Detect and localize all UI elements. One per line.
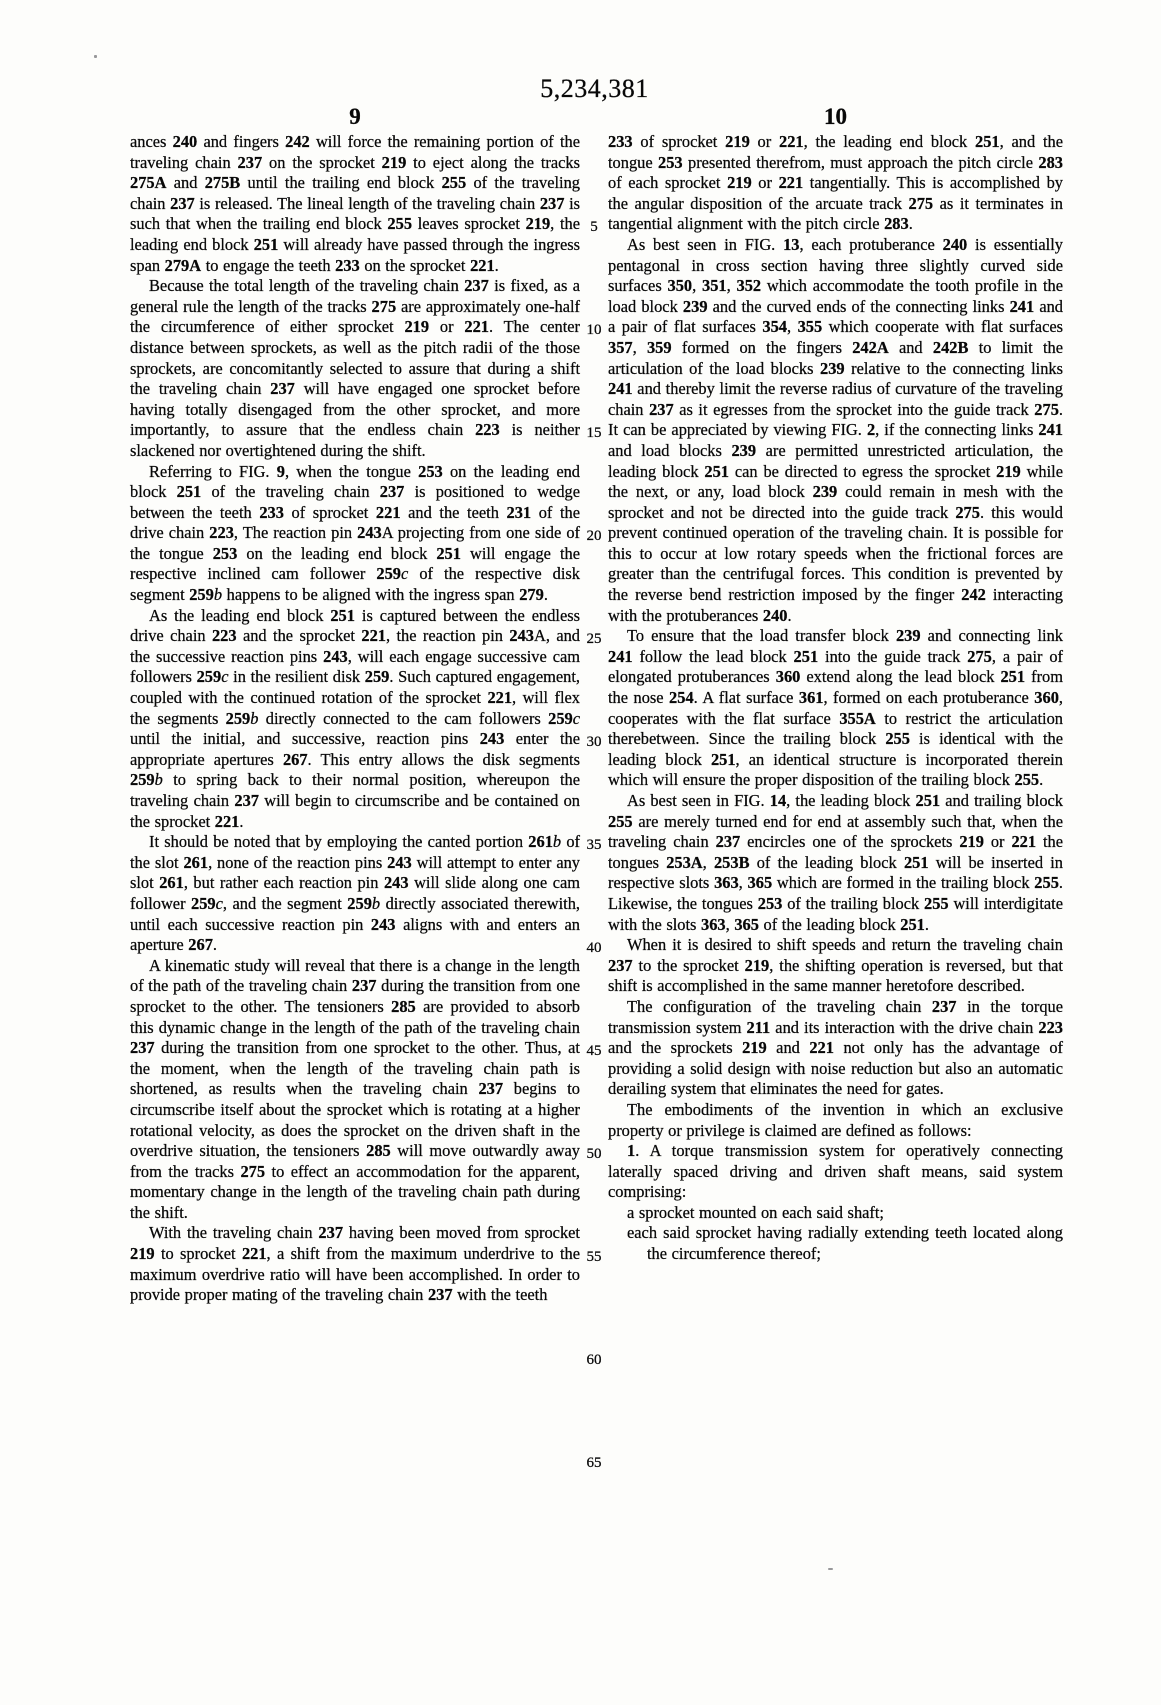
paragraph: each said sprocket having radially extending teeth located along the circumference thereof; <box>627 1223 1063 1264</box>
column-number-right: 10 <box>824 104 847 129</box>
line-number-marker: 40 <box>586 940 602 956</box>
line-number-marker: 30 <box>586 734 602 750</box>
line-number-marker: 5 <box>590 219 598 235</box>
paragraph: With the traveling chain 237 having been moved from sprocket 219 to sprocket 221, a shift from the maximum underdrive to the maximum overdrive ratio will have been accomplished. In order to provide proper mating of the traveling chain 237 with the teeth <box>130 1223 580 1305</box>
column-number-left: 9 <box>349 104 361 129</box>
line-number-marker: 45 <box>586 1043 602 1059</box>
paragraph: a sprocket mounted on each said shaft; <box>627 1202 884 1222</box>
paragraph: 1. A torque transmission system for operatively connecting laterally spaced driving and driven shaft means, said system comprising: <box>608 1141 1063 1202</box>
patent-number: 5,234,381 <box>540 74 649 103</box>
paragraph: It should be noted that by employing the canted portion 261b of the slot 261, none of the reaction pins 243 will attempt to enter any slot 261, but rather each reaction pin 243 will slide along one cam follower 259c, and the segment 259b directly associated therewith, until each successive reaction pin 243 aligns with and enters an aperture 267. <box>130 832 581 955</box>
line-number-marker: 20 <box>586 528 602 544</box>
paragraph: As best seen in FIG. 13, each protuberance 240 is essentially pentagonal in cross section having three slightly curved side surfaces 350, 351, 352 which accommodate the tooth profile in the load block 239 and the curved ends of the connecting links 241 and a pair of flat surfaces 354, 355 which cooperate with flat surfaces 357, 359 formed on the fingers 242A and 242B to limit the articulation of the load blocks 239 relative to the connecting links 241 and thereby limit the reverse radius of curvature of the traveling chain 237 as it egresses from the sprocket into the guide track 275. It can be appreciated by viewing FIG. 2, if the connecting links 241 and load blocks 239 are permitted unrestricted articulation, the leading block 251 can be directed to egress the sprocket 219 while the next, or any, load block 239 could remain in mesh with the sprocket and not be directed into the guide track 275. this would prevent continued operation of the traveling chain. It is possible for this to occur at low rotary speeds when the frictional forces are greater than the centrifugal forces. This condition is prevented by the reverse bend restriction imposed by the finger 242 interacting with the protuberances 240. <box>608 234 1064 625</box>
line-number-marker: 65 <box>586 1455 602 1471</box>
scan-speck <box>94 55 97 58</box>
paragraph: Referring to FIG. 9, when the tongue 253 on the leading end block 251 of the traveling chain 237 is positioned to wedge between the teeth 233 of sprocket 221 and the teeth 231 of the drive chain 223, The reaction pin 243A projecting from one side of the tongue 253 on the leading end block 251 will engage the respective inclined cam follower 259c of the respective disk segment 259b happens to be aligned with the ingress span 279. <box>130 461 581 605</box>
paragraph: The configuration of the traveling chain 237 in the torque transmission system 211 and its interaction with the drive chain 223 and the sprockets 219 and 221 not only has the advantage of providing a solid design with noise reduction but also an automatic derailing system that eliminates the need for gates. <box>608 996 1063 1099</box>
line-number-gutter <box>580 132 608 1471</box>
paragraph: As the leading end block 251 is captured between the endless drive chain 223 and the sprocket 221, the reaction pin 243A, and the successive reaction pins 243, will each engage successive cam followers 259c in the resilient disk 259. Such captured engagement, coupled with the continued rotation of the sprocket 221, will flex the segments 259b directly connected to the cam followers 259c until the initial, and successive, reaction pins 243 enter the appropriate apertures 267. This entry allows the disk segments 259b to spring back to their normal position, whereupon the traveling chain 237 will begin to circumscribe and be contained on the sprocket 221. <box>130 605 580 831</box>
paragraph: When it is desired to shift speeds and return the traveling chain 237 to the sprocket 219, the shifting operation is reversed, but that shift is accomplished in the same manner heretofore described. <box>608 935 1063 996</box>
paragraph: A kinematic study will reveal that there is a change in the length of the path of the traveling chain 237 during the transition from one sprocket to the other. The tensioners 285 are provided to absorb this dynamic change in the length of the path of the traveling chain 237 during the transition from one sprocket to the other. Thus, at the moment, when the length of the traveling chain path is shortened, as results when the traveling chain 237 begins to circumscribe itself about the sprocket which is rotating at a higher rotational velocity, as does the sprocket on the driven shaft in the overdrive situation, the tensioners 285 will move outwardly away from the tracks 275 to effect an accommodation for the apparent, momentary change in the length of the traveling chain path during the shift. <box>130 955 580 1222</box>
paragraph: 233 of sprocket 219 or 221, the leading end block 251, and the tongue 253 presented therefrom, must approach the pitch circle 283 of each sprocket 219 or 221 tangentially. This is accomplished by the angular disposition of the arcuate track 275 as it terminates in tangential alignment with the pitch circle 283. <box>608 132 1064 234</box>
line-number-marker: 25 <box>586 631 602 647</box>
line-number-marker: 50 <box>586 1146 602 1162</box>
paragraph: ances 240 and fingers 242 will force the remaining portion of the traveling chain 237 on the sprocket 219 to eject along the tracks 275A and 275B until the trailing end block 255 of the traveling chain 237 is released. The lineal length of the traveling chain 237 is such that when the trailing end block 255 leaves sprocket 219, the leading end block 251 will already have passed through the ingress span 279A to engage the teeth 233 on the sprocket 221. <box>130 132 581 275</box>
line-number-marker: 55 <box>586 1249 602 1265</box>
paragraph: The embodiments of the invention in which an exclusive property or privilege is claimed are defined as follows: <box>608 1099 1063 1140</box>
text-columns <box>130 132 1064 1471</box>
scan-speck <box>828 1568 833 1570</box>
paragraph: To ensure that the load transfer block 239 and connecting link 241 follow the lead block 251 into the guide track 275, a pair of elongated protuberances 360 extend along the lead block 251 from the nose 254. A flat surface 361, formed on each protuberance 360, cooperates with the flat surface 355A to restrict the articulation therebetween. Since the trailing block 255 is identical with the leading block 251, an identical structure is incorporated therein which will ensure the proper disposition of the trailing block 255. <box>608 626 1063 790</box>
line-number-marker: 60 <box>586 1352 602 1368</box>
paragraph: Because the total length of the traveling chain 237 is fixed, as a general rule the length of the tracks 275 are approximately one-half the circumference of either sprocket 219 or 221. The center distance between sprockets, as well as the pitch radii of the those sprockets, are concomitantly selected to assure that during a shift the traveling chain 237 will have engaged one sprocket before having totally disengaged from the other sprocket, and more importantly, to assure that the endless chain 223 is neither slackened nor overtightened during the shift. <box>130 276 581 460</box>
line-number-marker: 15 <box>586 425 602 441</box>
column-left <box>130 132 580 1306</box>
paragraph: As best seen in FIG. 14, the leading block 251 and trailing block 255 are merely turned end for end at assembly such that, when the traveling chain 237 encircles one of the sprockets 219 or 221 the tongues 253A, 253B of the leading block 251 will be inserted in respective slots 363, 365 which are formed in the trailing block 255. Likewise, the tongues 253 of the trailing block 255 will interdigitate with the slots 363, 365 of the leading block 251. <box>608 791 1064 934</box>
line-number-marker: 35 <box>586 837 602 853</box>
column-right <box>608 132 1063 1265</box>
line-number-marker: 10 <box>586 322 602 338</box>
